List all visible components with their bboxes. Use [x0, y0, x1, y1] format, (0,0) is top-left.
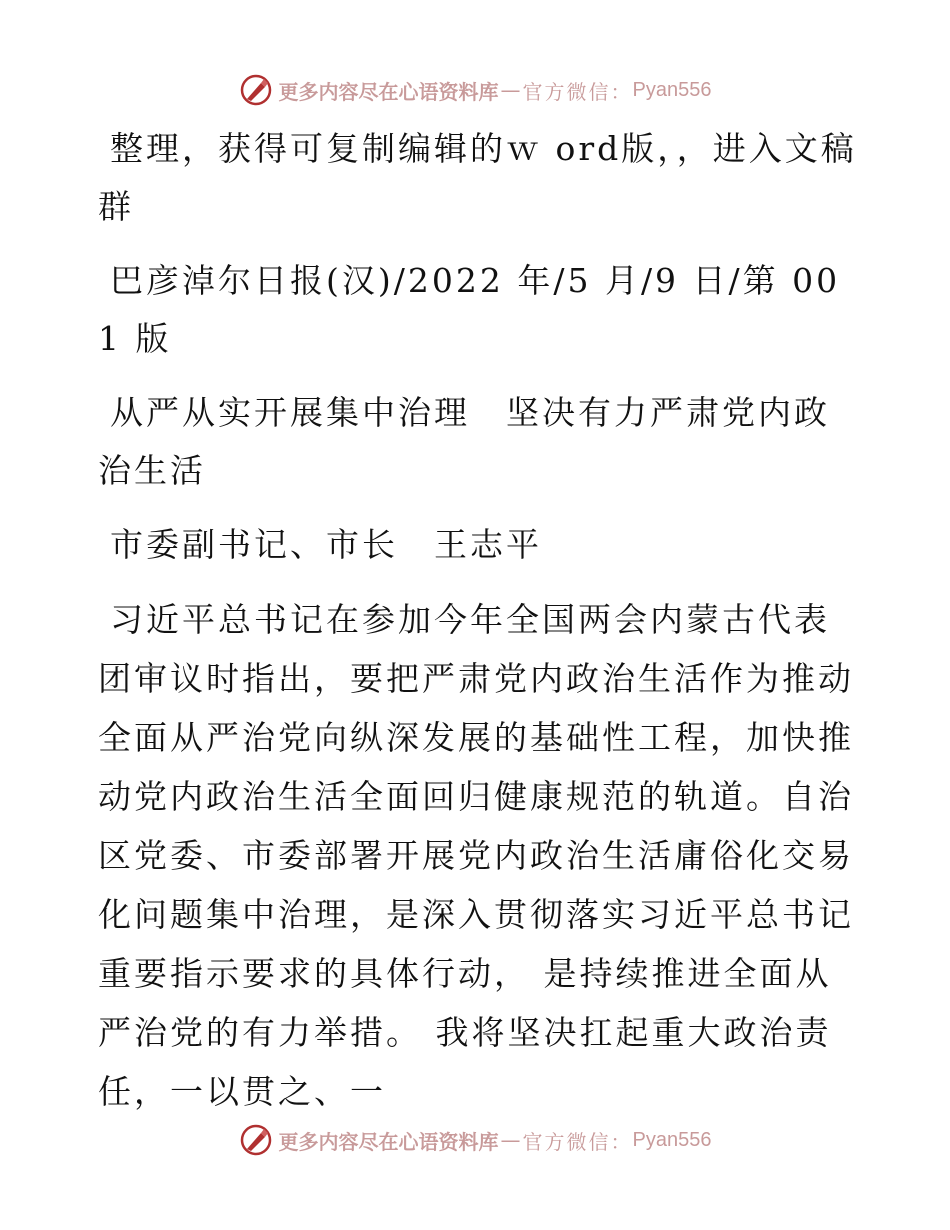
doc-title: 从严从实开展集中治理 坚决有力严肃党内政治生活 [98, 393, 830, 490]
doc-body-paragraph: 习近平总书记在参加今年全国两会内蒙古代表团审议时指出，要把严肃党内政治生活作为推动全面从严治党向纵深发展的基础性工程，加快推动党内政治生活全面回归健康规范的轨道。自治区党委、市委部署开展党内政治生活庸俗化交易化问题集中治理，是深入贯彻落实习近平总书记重要指示要求的具体行动， 是持续推进全面从严治党的有力举措。 我将坚决扛起重大政治责任，一以贯之、一 [98, 600, 854, 1111]
watermark-wechat-id: Pyan556 [632, 78, 712, 101]
watermark-dash: — [500, 1128, 521, 1152]
doc-intro-line: 整理，获得可复制编辑的ｗ ord版，，进入文稿群 [98, 129, 857, 226]
document-content [98, 120, 858, 1137]
watermark-official-label: 官方微信： [522, 1129, 633, 1154]
watermark-main-text: 更多内容尽在心语资料库 [278, 1129, 499, 1154]
watermark-main-text: 更多内容尽在心语资料库 [278, 79, 499, 104]
watermark-dash: — [500, 78, 521, 102]
pen-logo-icon [239, 1123, 273, 1157]
watermark-wechat-id: Pyan556 [632, 1128, 712, 1151]
footer-watermark [0, 1120, 950, 1160]
pen-logo-icon [239, 73, 273, 107]
watermark-official-label: 官方微信： [522, 79, 633, 104]
header-watermark [0, 70, 950, 110]
doc-author: 市委副书记、市长 王志平 [110, 525, 542, 564]
doc-source-line: 巴彦淖尔日报(汉)/2022 年/5 月/9 日/第 001 版 [98, 261, 841, 358]
